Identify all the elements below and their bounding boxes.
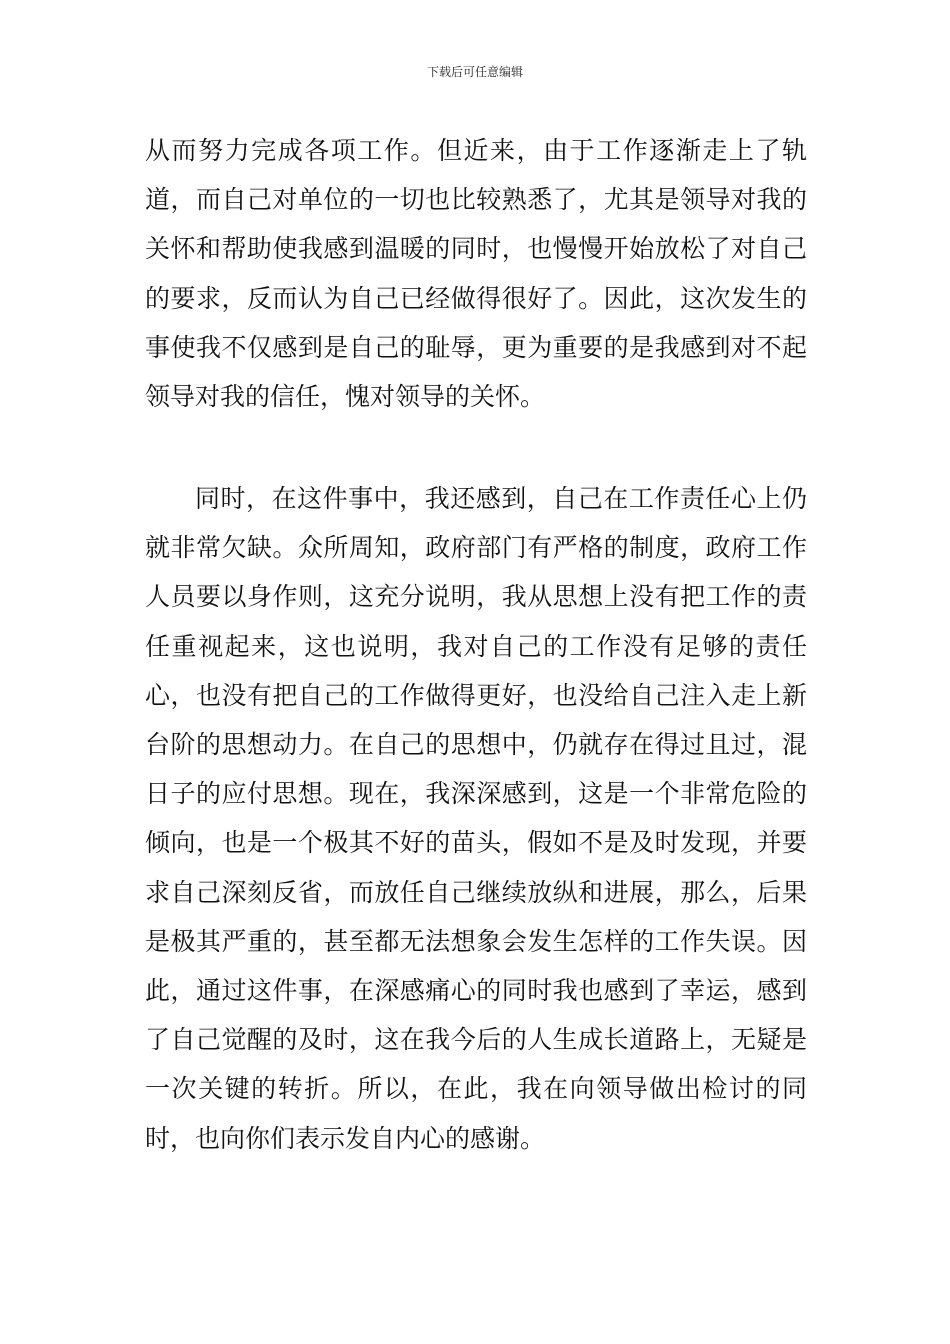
page-header: 下载后可任意编辑 bbox=[426, 65, 523, 79]
paragraph-2: 同时，在这件事中，我还感到，自己在工作责任心上仍就非常欠缺。众所周知，政府部门有严格的制度，政府工作人员要以身作则，这充分说明，我从思想上没有把工作的责任重视起来，这也说明，我对自己的工作没有足够的责任心，也没有把自己的工作做得更好，也没给自己注入走上新台阶的思想动力。在自己的思想中，仍就存在得过且过，混日子的应付思想。现在，我深深感到，这是一个非常危险的倾向，也是一个极其不好的苗头，假如不是及时发现，并要求自己深刻反省，而放任自己继续放纵和进展，那么，后果是极其严重的，甚至都无法想象会发生怎样的工作失误。因此，通过这件事，在深感痛心的同时我也感到了幸运，感到了自己觉醒的及时，这在我今后的人生成长道路上，无疑是一次关键的转折。所以，在此，我在向领导做出检讨的同时，也向你们表示发自内心的感谢。 bbox=[145, 484, 807, 1153]
paragraph-1: 从而努力完成各项工作。但近来，由于工作逐渐走上了轨道，而自己对单位的一切也比较熟悉了，尤其是领导对我的关怀和帮助使我感到温暖的同时，也慢慢开始放松了对自己的要求，反而认为自己已经做得很好了。因此，这次发生的事使我不仅感到是自己的耻辱，更为重要的是我感到对不起领导对我的信任，愧对领导的关怀。 bbox=[145, 136, 807, 412]
